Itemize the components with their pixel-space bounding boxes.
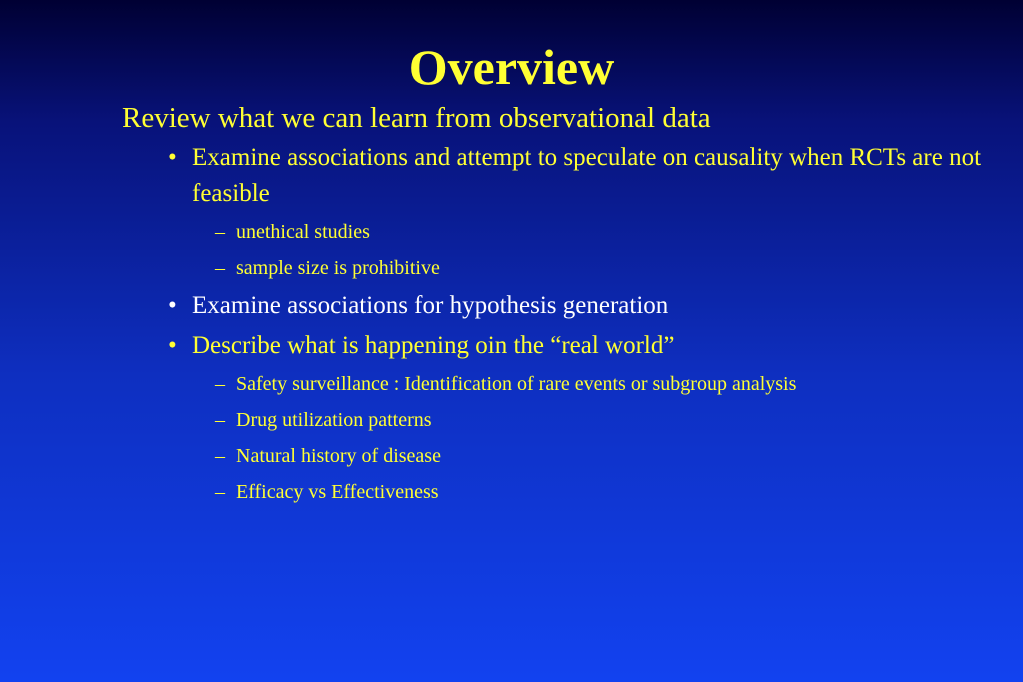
sub-bullet-item xyxy=(122,253,982,284)
dash-marker: – xyxy=(215,373,225,395)
bullet-marker: • xyxy=(168,292,177,319)
bullet-text: Examine associations and attempt to speculate on causality when RCTs are not feasible xyxy=(192,144,982,207)
sub-bullet-text: Efficacy vs Effectiveness xyxy=(236,481,439,503)
sub-bullet-item xyxy=(122,217,982,248)
sub-bullet-item xyxy=(122,441,982,472)
intro-text: Review what we can learn from observational data xyxy=(122,102,711,134)
dash-marker: – xyxy=(215,481,225,503)
dash-marker: – xyxy=(215,445,225,467)
bullet-text: Examine associations for hypothesis generation xyxy=(192,292,669,319)
bullet-marker: • xyxy=(168,332,177,359)
sub-bullet-text: Natural history of disease xyxy=(236,445,441,467)
slide-title: Overview xyxy=(408,39,615,95)
sub-bullet-item xyxy=(122,477,982,508)
sub-bullet-item xyxy=(122,405,982,436)
sub-bullet-text: Drug utilization patterns xyxy=(236,409,432,431)
sub-bullet-item xyxy=(122,369,982,400)
slide-content xyxy=(122,100,982,508)
dash-marker: – xyxy=(215,409,225,431)
bullet-item xyxy=(122,140,982,212)
dash-marker: – xyxy=(215,257,225,279)
bullet-item-highlighted xyxy=(122,288,982,324)
sub-bullet-text: sample size is prohibitive xyxy=(236,257,440,279)
dash-marker: – xyxy=(215,221,225,243)
bullet-text: Describe what is happening oin the “real world” xyxy=(192,332,675,359)
bullet-item xyxy=(122,328,982,364)
bullet-marker: • xyxy=(168,144,177,171)
sub-bullet-text: unethical studies xyxy=(236,221,370,243)
sub-bullet-text: Safety surveillance : Identification of rare events or subgroup analysis xyxy=(236,373,797,395)
